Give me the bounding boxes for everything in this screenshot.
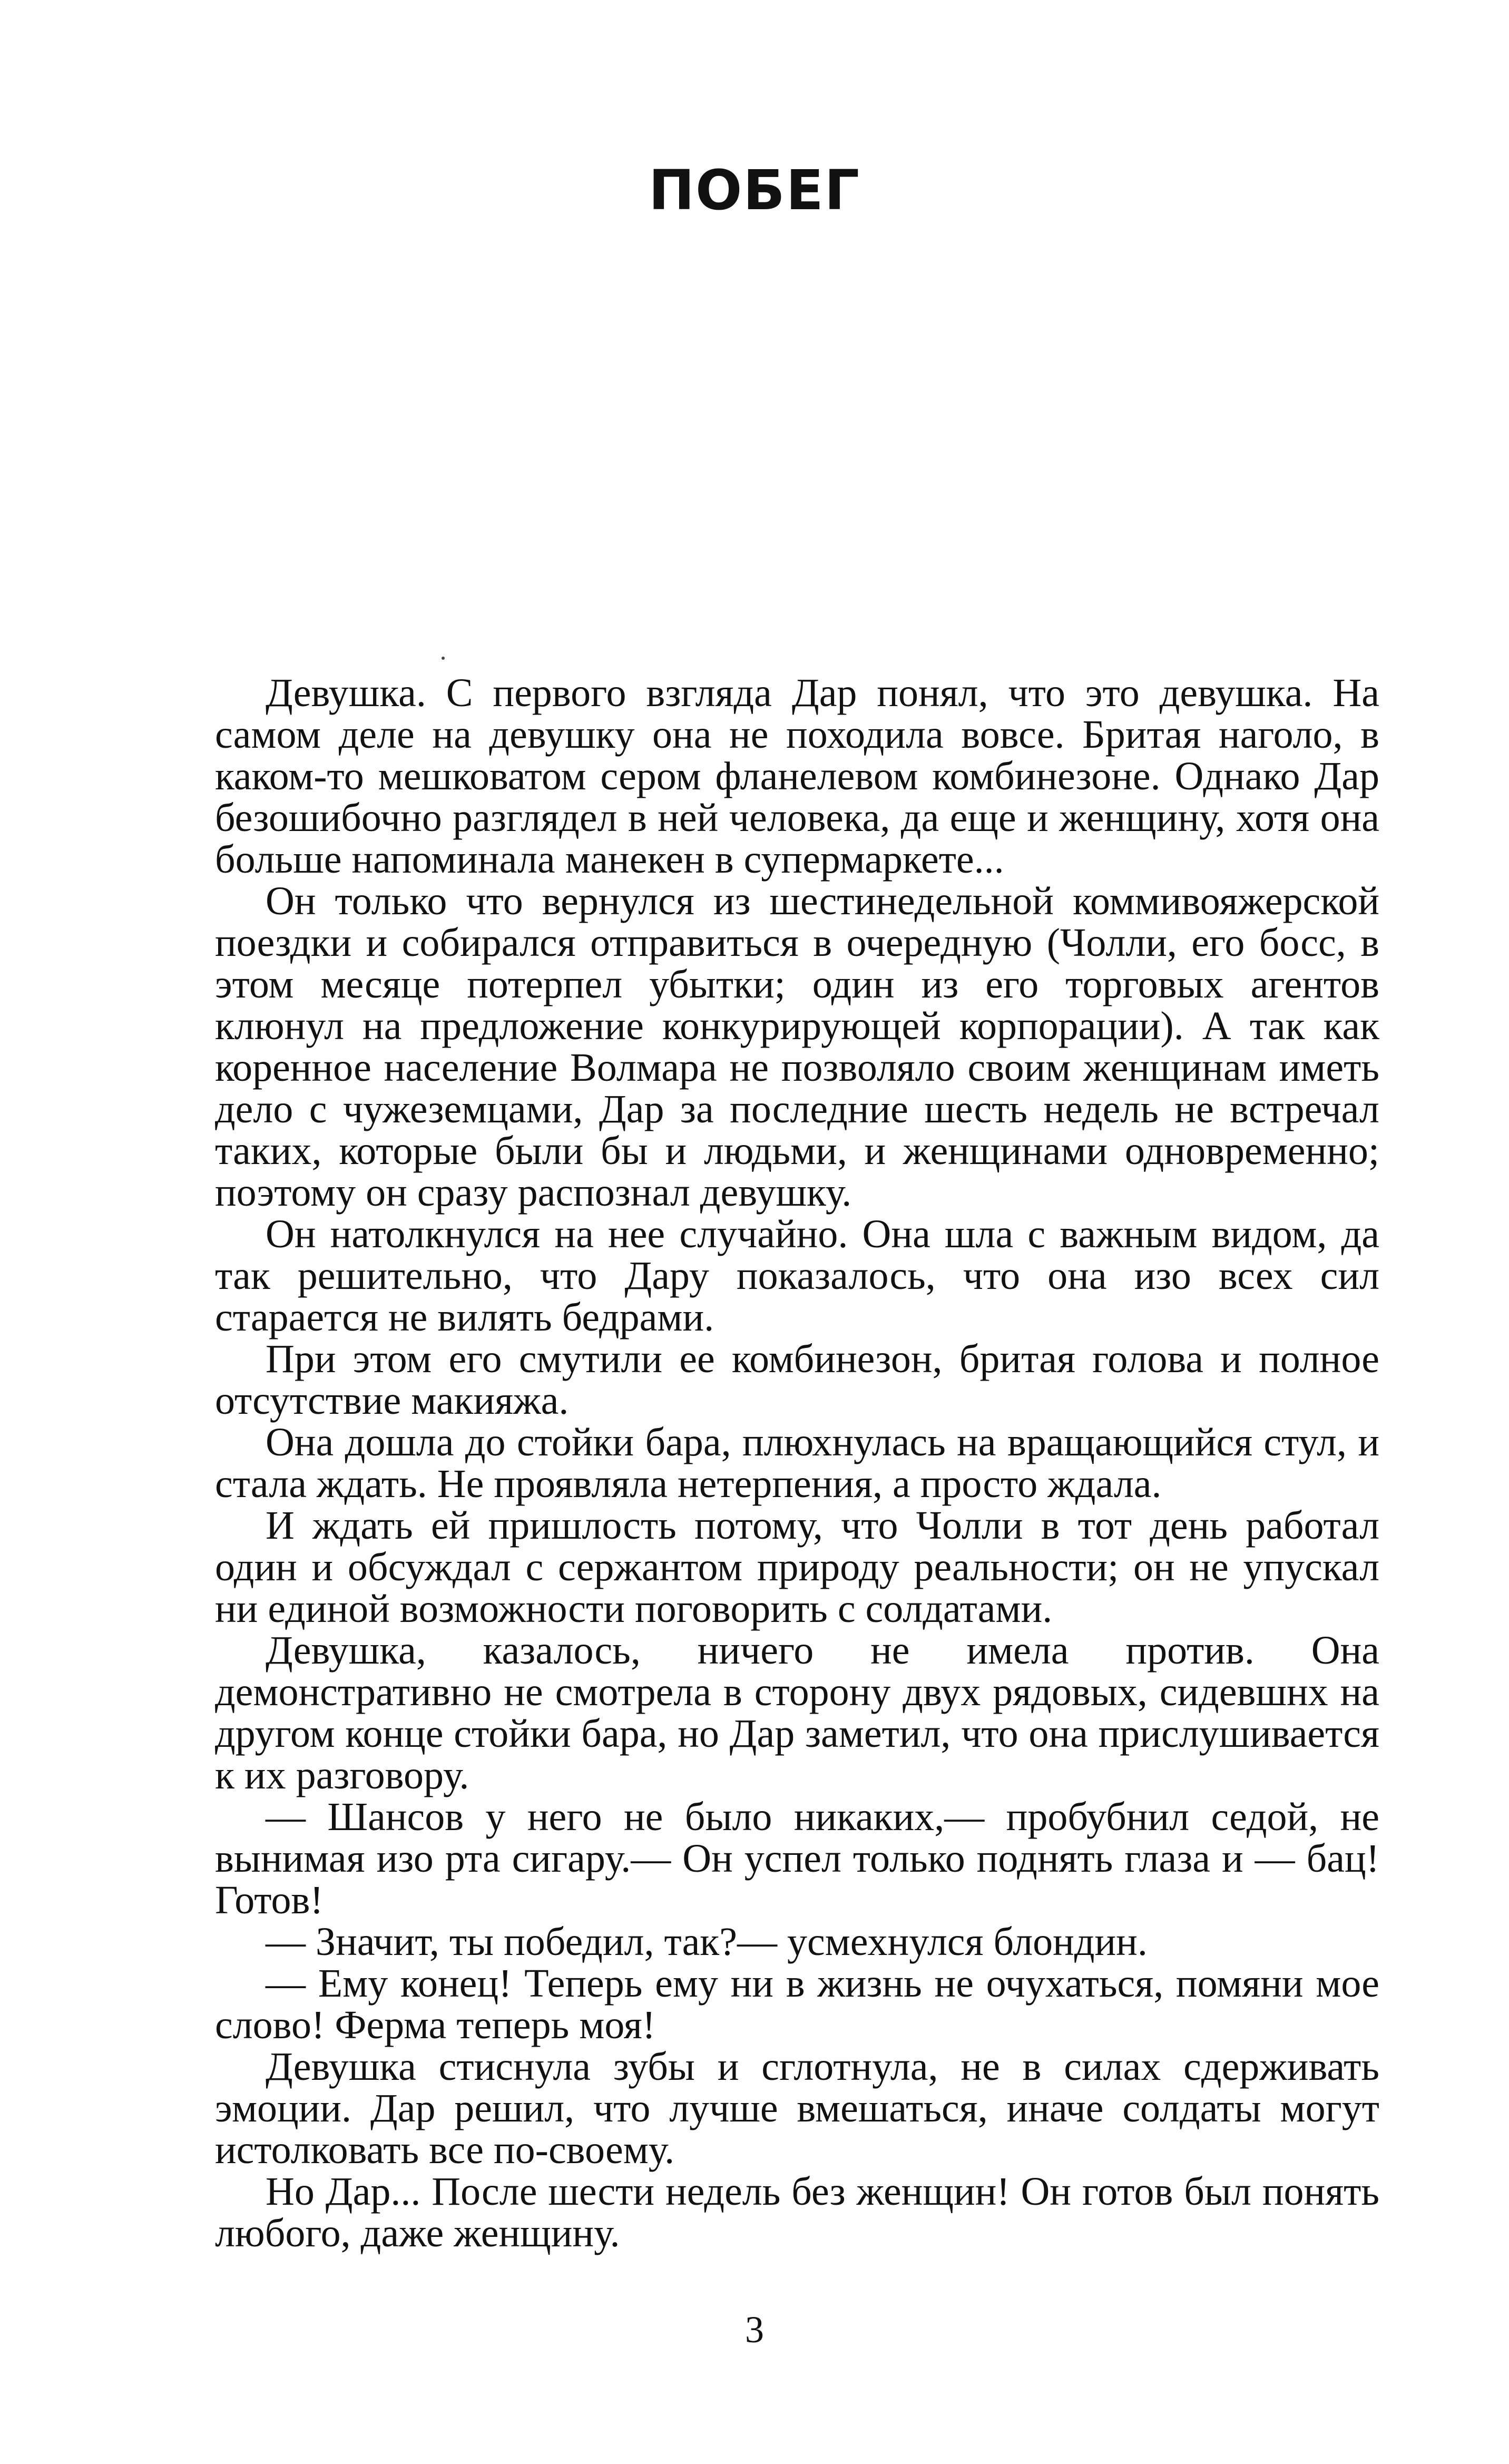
paragraph: Но Дар... После шести недель без женщин! Он готов был понять любого, даже женщину. (215, 2169, 1379, 2255)
paragraph: Она дошла до стойки бара, плюхнулась на вращающийся стул, и стала ждать. Не проявляла нетерпения, а просто ждала. (215, 1420, 1379, 1506)
chapter-text (215, 672, 1379, 2254)
paragraph: Девушка, казалось, ничего не имела против. Она демонстративно не смотрела в сторону двух рядовых, сидевшнх на другом конце стойки бара, но Дар заметил, что она прислушивается к их разговору. (215, 1628, 1379, 1797)
chapter-title: ПОБЕГ (648, 158, 861, 222)
paragraph: При этом его смутили ее комбинезон, бритая голова и полное отсутствие макияжа. (215, 1337, 1379, 1423)
paragraph: Он натолкнулся на нее случайно. Она шла с важным видом, да так решительно, что Дару показалось, что она изо всех сил старается не вилять бедрами. (215, 1212, 1379, 1339)
print-speck (442, 657, 445, 660)
page-number: 3 (745, 2309, 764, 2351)
paragraph: Девушка стиснула зубы и сглотнула, не в силах сдерживать эмоции. Дар решил, что лучше вмешаться, иначе солдаты могут истолковать все по-своему. (215, 2045, 1379, 2172)
paragraph: — Значит, ты победил, так?— усмехнулся блондин. (266, 1920, 1148, 1964)
paragraph: — Шансов у него не было никаких,— пробубнил седой, не вынимая изо рта сигару.— Он успел только поднять глаза и — бац! Готов! (215, 1795, 1379, 1922)
paragraph: — Ему конец! Теперь ему ни в жизнь не очухаться, помяни мое слово! Ферма теперь моя! (215, 1961, 1379, 2047)
paragraph: И ждать ей пришлость потому, что Чолли в тот день работал один и обсуждал с сержантом природу реальности; он не упускал ни единой возможности поговорить с солдатами. (215, 1503, 1379, 1631)
paragraph: Он только что вернулся из шестинедельной коммивояжерской поездки и собирался отправиться в очередную (Чолли, его босс, в этом месяце потерпел убытки; один из его торговых агентов клюнул на предложение конкурирующей корпорации). А так как коренное население Волмара не позволяло своим женщинам иметь дело с чужеземцами, Дар за последние шесть недель не встречал таких, которые были бы и людьми, и женщинами одновременно; поэтому он сразу распознал девушку. (215, 879, 1379, 1215)
paragraph: Девушка. С первого взгляда Дар понял, что это девушка. На самом деле на девушку она не походила вовсе. Бритая наголо, в каком-то мешковатом сером фланелевом комбинезоне. Однако Дар безошибочно разглядел в ней человека, да еще и женщину, хотя она больше напоминала манекен в супермаркете... (215, 671, 1379, 882)
